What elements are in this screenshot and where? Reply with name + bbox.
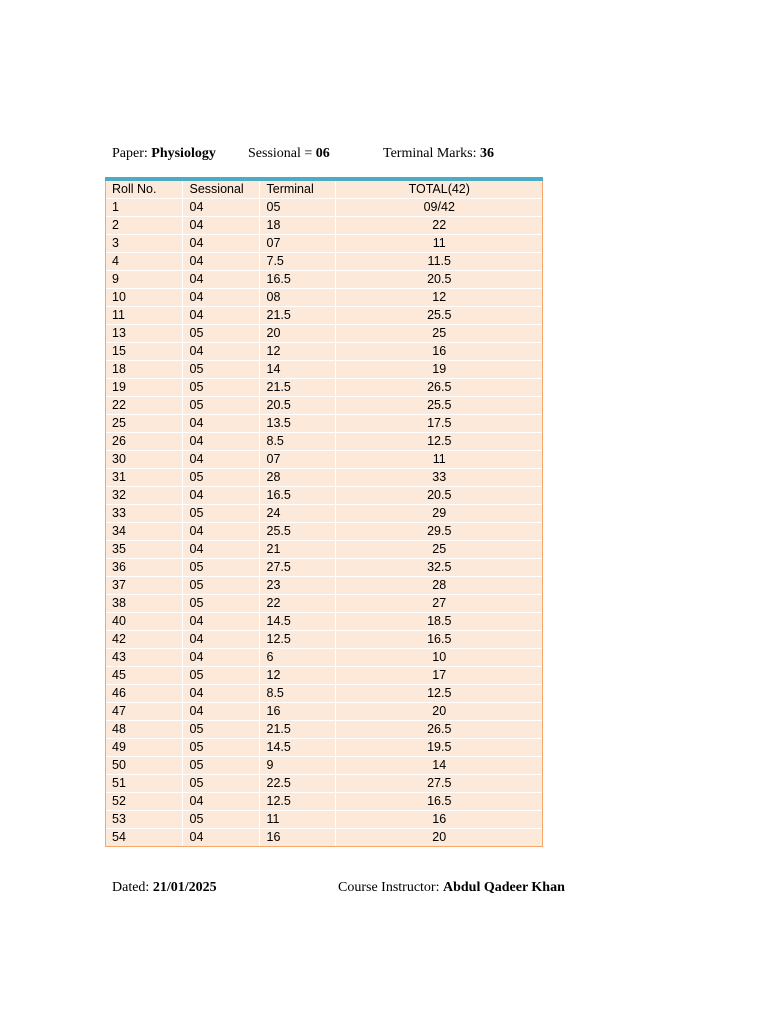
terminal-cell: 8.5 (259, 433, 335, 451)
paper-name: Physiology (151, 146, 216, 161)
table-row (105, 667, 543, 685)
total-cell: 26.5 (335, 379, 543, 397)
terminal-cell: 23 (259, 577, 335, 595)
terminal-cell: 6 (259, 649, 335, 667)
sessional-cell: 04 (182, 433, 259, 451)
terminal-cell: 20.5 (259, 397, 335, 415)
roll-no-cell: 26 (105, 433, 182, 451)
terminal-cell: 16 (259, 829, 335, 847)
terminal-cell: 20 (259, 325, 335, 343)
table-row (105, 325, 543, 343)
roll-no-cell: 42 (105, 631, 182, 649)
terminal-total: 36 (480, 146, 494, 161)
roll-no-cell: 11 (105, 307, 182, 325)
table-row (105, 739, 543, 757)
roll-no-cell: 34 (105, 523, 182, 541)
total-cell: 25.5 (335, 397, 543, 415)
roll-no-cell: 10 (105, 289, 182, 307)
table-row (105, 361, 543, 379)
table-row (105, 487, 543, 505)
terminal-cell: 9 (259, 757, 335, 775)
sessional-cell: 05 (182, 721, 259, 739)
table-row (105, 235, 543, 253)
sessional-cell: 05 (182, 361, 259, 379)
table-row (105, 217, 543, 235)
sessional-cell: 04 (182, 523, 259, 541)
total-cell: 25 (335, 325, 543, 343)
sessional-cell: 05 (182, 559, 259, 577)
total-cell: 20.5 (335, 271, 543, 289)
terminal-cell: 21.5 (259, 721, 335, 739)
sessional-cell: 04 (182, 235, 259, 253)
terminal-cell: 7.5 (259, 253, 335, 271)
total-cell: 12.5 (335, 685, 543, 703)
terminal-cell: 22 (259, 595, 335, 613)
table-row (105, 343, 543, 361)
total-cell: 16 (335, 343, 543, 361)
table-row (105, 523, 543, 541)
terminal-cell: 08 (259, 289, 335, 307)
paper-field (112, 144, 216, 164)
sessional-cell: 04 (182, 631, 259, 649)
sessional-cell: 05 (182, 577, 259, 595)
terminal-cell: 14 (259, 361, 335, 379)
table-row (105, 649, 543, 667)
roll-no-cell: 2 (105, 217, 182, 235)
terminal-cell: 16 (259, 703, 335, 721)
terminal-cell: 21.5 (259, 307, 335, 325)
terminal-cell: 13.5 (259, 415, 335, 433)
roll-no-cell: 52 (105, 793, 182, 811)
total-cell: 29.5 (335, 523, 543, 541)
table-row (105, 577, 543, 595)
terminal-cell: 12 (259, 667, 335, 685)
total-cell: 29 (335, 505, 543, 523)
terminal-field (383, 144, 494, 164)
sessional-cell: 04 (182, 793, 259, 811)
roll-no-cell: 35 (105, 541, 182, 559)
total-cell: 17.5 (335, 415, 543, 433)
total-cell: 12.5 (335, 433, 543, 451)
dated-label: Dated: (112, 880, 150, 895)
sessional-cell: 04 (182, 217, 259, 235)
sessional-cell: 05 (182, 811, 259, 829)
terminal-cell: 14.5 (259, 613, 335, 631)
table-row (105, 379, 543, 397)
roll-no-cell: 43 (105, 649, 182, 667)
table-row (105, 415, 543, 433)
sessional-cell: 04 (182, 703, 259, 721)
instructor-label: Course Instructor: (338, 880, 440, 895)
table-header-row (105, 179, 543, 199)
roll-no-cell: 1 (105, 199, 182, 217)
terminal-cell: 07 (259, 451, 335, 469)
sessional-cell: 04 (182, 271, 259, 289)
table-row (105, 793, 543, 811)
total-cell: 14 (335, 757, 543, 775)
table-row (105, 505, 543, 523)
total-cell: 09/42 (335, 199, 543, 217)
terminal-cell: 12.5 (259, 793, 335, 811)
marks-table (105, 177, 543, 846)
sessional-cell: 04 (182, 253, 259, 271)
roll-no-cell: 38 (105, 595, 182, 613)
instructor-name: Abdul Qadeer Khan (442, 880, 565, 895)
table-row (105, 775, 543, 793)
roll-no-cell: 40 (105, 613, 182, 631)
roll-no-cell: 30 (105, 451, 182, 469)
roll-no-cell: 48 (105, 721, 182, 739)
total-cell: 11 (335, 235, 543, 253)
sessional-cell: 04 (182, 415, 259, 433)
roll-no-cell: 46 (105, 685, 182, 703)
terminal-cell: 22.5 (259, 775, 335, 793)
sessional-cell: 05 (182, 667, 259, 685)
total-cell: 20.5 (335, 487, 543, 505)
total-cell: 10 (335, 649, 543, 667)
sessional-cell: 04 (182, 343, 259, 361)
roll-no-cell: 37 (105, 577, 182, 595)
roll-no-cell: 49 (105, 739, 182, 757)
sessional-cell: 04 (182, 685, 259, 703)
total-cell: 17 (335, 667, 543, 685)
terminal-cell: 05 (259, 199, 335, 217)
roll-no-cell: 45 (105, 667, 182, 685)
roll-no-cell: 51 (105, 775, 182, 793)
sessional-cell: 05 (182, 379, 259, 397)
terminal-cell: 21.5 (259, 379, 335, 397)
roll-no-cell: 9 (105, 271, 182, 289)
column-header-sessional: Sessional (182, 179, 259, 199)
sessional-cell: 04 (182, 829, 259, 847)
sessional-cell: 04 (182, 451, 259, 469)
table-row (105, 631, 543, 649)
roll-no-cell: 15 (105, 343, 182, 361)
signature-footer (112, 878, 592, 898)
terminal-cell: 28 (259, 469, 335, 487)
total-cell: 16.5 (335, 793, 543, 811)
total-cell: 26.5 (335, 721, 543, 739)
instructor-field (338, 878, 565, 898)
table-row (105, 199, 543, 217)
table-row (105, 757, 543, 775)
terminal-label: Terminal Marks: (383, 146, 477, 161)
column-header-terminal: Terminal (259, 179, 335, 199)
sessional-total: 06 (315, 146, 330, 161)
sessional-cell: 05 (182, 325, 259, 343)
roll-no-cell: 25 (105, 415, 182, 433)
total-cell: 22 (335, 217, 543, 235)
terminal-cell: 16.5 (259, 271, 335, 289)
table-row (105, 433, 543, 451)
total-cell: 16.5 (335, 631, 543, 649)
table-row (105, 559, 543, 577)
roll-no-cell: 3 (105, 235, 182, 253)
sessional-cell: 04 (182, 649, 259, 667)
total-cell: 20 (335, 703, 543, 721)
table-body (105, 199, 543, 847)
table-row (105, 469, 543, 487)
total-cell: 12 (335, 289, 543, 307)
total-cell: 19 (335, 361, 543, 379)
table-row (105, 811, 543, 829)
table-row (105, 595, 543, 613)
paper-label: Paper: (112, 146, 148, 161)
table-row (105, 451, 543, 469)
roll-no-cell: 33 (105, 505, 182, 523)
sessional-cell: 04 (182, 307, 259, 325)
sessional-cell: 04 (182, 199, 259, 217)
roll-no-cell: 13 (105, 325, 182, 343)
roll-no-cell: 4 (105, 253, 182, 271)
terminal-cell: 8.5 (259, 685, 335, 703)
sessional-cell: 04 (182, 541, 259, 559)
table-row (105, 253, 543, 271)
roll-no-cell: 32 (105, 487, 182, 505)
paper-info-header (112, 144, 552, 164)
table-row (105, 721, 543, 739)
table-row (105, 703, 543, 721)
sessional-cell: 05 (182, 505, 259, 523)
total-cell: 11 (335, 451, 543, 469)
terminal-cell: 27.5 (259, 559, 335, 577)
table-row (105, 829, 543, 847)
terminal-cell: 07 (259, 235, 335, 253)
roll-no-cell: 53 (105, 811, 182, 829)
sessional-cell: 05 (182, 397, 259, 415)
terminal-cell: 12.5 (259, 631, 335, 649)
total-cell: 19.5 (335, 739, 543, 757)
dated-field (112, 878, 217, 898)
total-cell: 27.5 (335, 775, 543, 793)
total-cell: 33 (335, 469, 543, 487)
sessional-label: Sessional = (248, 146, 313, 161)
sessional-field (248, 144, 330, 164)
table-row (105, 685, 543, 703)
sessional-cell: 05 (182, 775, 259, 793)
terminal-cell: 11 (259, 811, 335, 829)
sessional-cell: 05 (182, 469, 259, 487)
total-cell: 25.5 (335, 307, 543, 325)
table-row (105, 397, 543, 415)
roll-no-cell: 47 (105, 703, 182, 721)
sessional-cell: 05 (182, 757, 259, 775)
total-cell: 27 (335, 595, 543, 613)
roll-no-cell: 22 (105, 397, 182, 415)
roll-no-cell: 19 (105, 379, 182, 397)
total-cell: 32.5 (335, 559, 543, 577)
sessional-cell: 05 (182, 739, 259, 757)
total-cell: 18.5 (335, 613, 543, 631)
roll-no-cell: 18 (105, 361, 182, 379)
sessional-cell: 04 (182, 613, 259, 631)
table-row (105, 541, 543, 559)
table-row (105, 289, 543, 307)
sessional-cell: 04 (182, 289, 259, 307)
date-value: 21/01/2025 (152, 880, 217, 895)
terminal-cell: 25.5 (259, 523, 335, 541)
sessional-cell: 04 (182, 487, 259, 505)
roll-no-cell: 31 (105, 469, 182, 487)
roll-no-cell: 36 (105, 559, 182, 577)
column-header-total: TOTAL(42) (335, 179, 543, 199)
total-cell: 20 (335, 829, 543, 847)
table-row (105, 271, 543, 289)
roll-no-cell: 54 (105, 829, 182, 847)
roll-no-cell: 50 (105, 757, 182, 775)
terminal-cell: 12 (259, 343, 335, 361)
total-cell: 11.5 (335, 253, 543, 271)
total-cell: 25 (335, 541, 543, 559)
table-row (105, 613, 543, 631)
column-header-roll-no: Roll No. (105, 179, 182, 199)
terminal-cell: 16.5 (259, 487, 335, 505)
total-cell: 28 (335, 577, 543, 595)
terminal-cell: 14.5 (259, 739, 335, 757)
terminal-cell: 21 (259, 541, 335, 559)
total-cell: 16 (335, 811, 543, 829)
terminal-cell: 18 (259, 217, 335, 235)
sessional-cell: 05 (182, 595, 259, 613)
table-row (105, 307, 543, 325)
terminal-cell: 24 (259, 505, 335, 523)
